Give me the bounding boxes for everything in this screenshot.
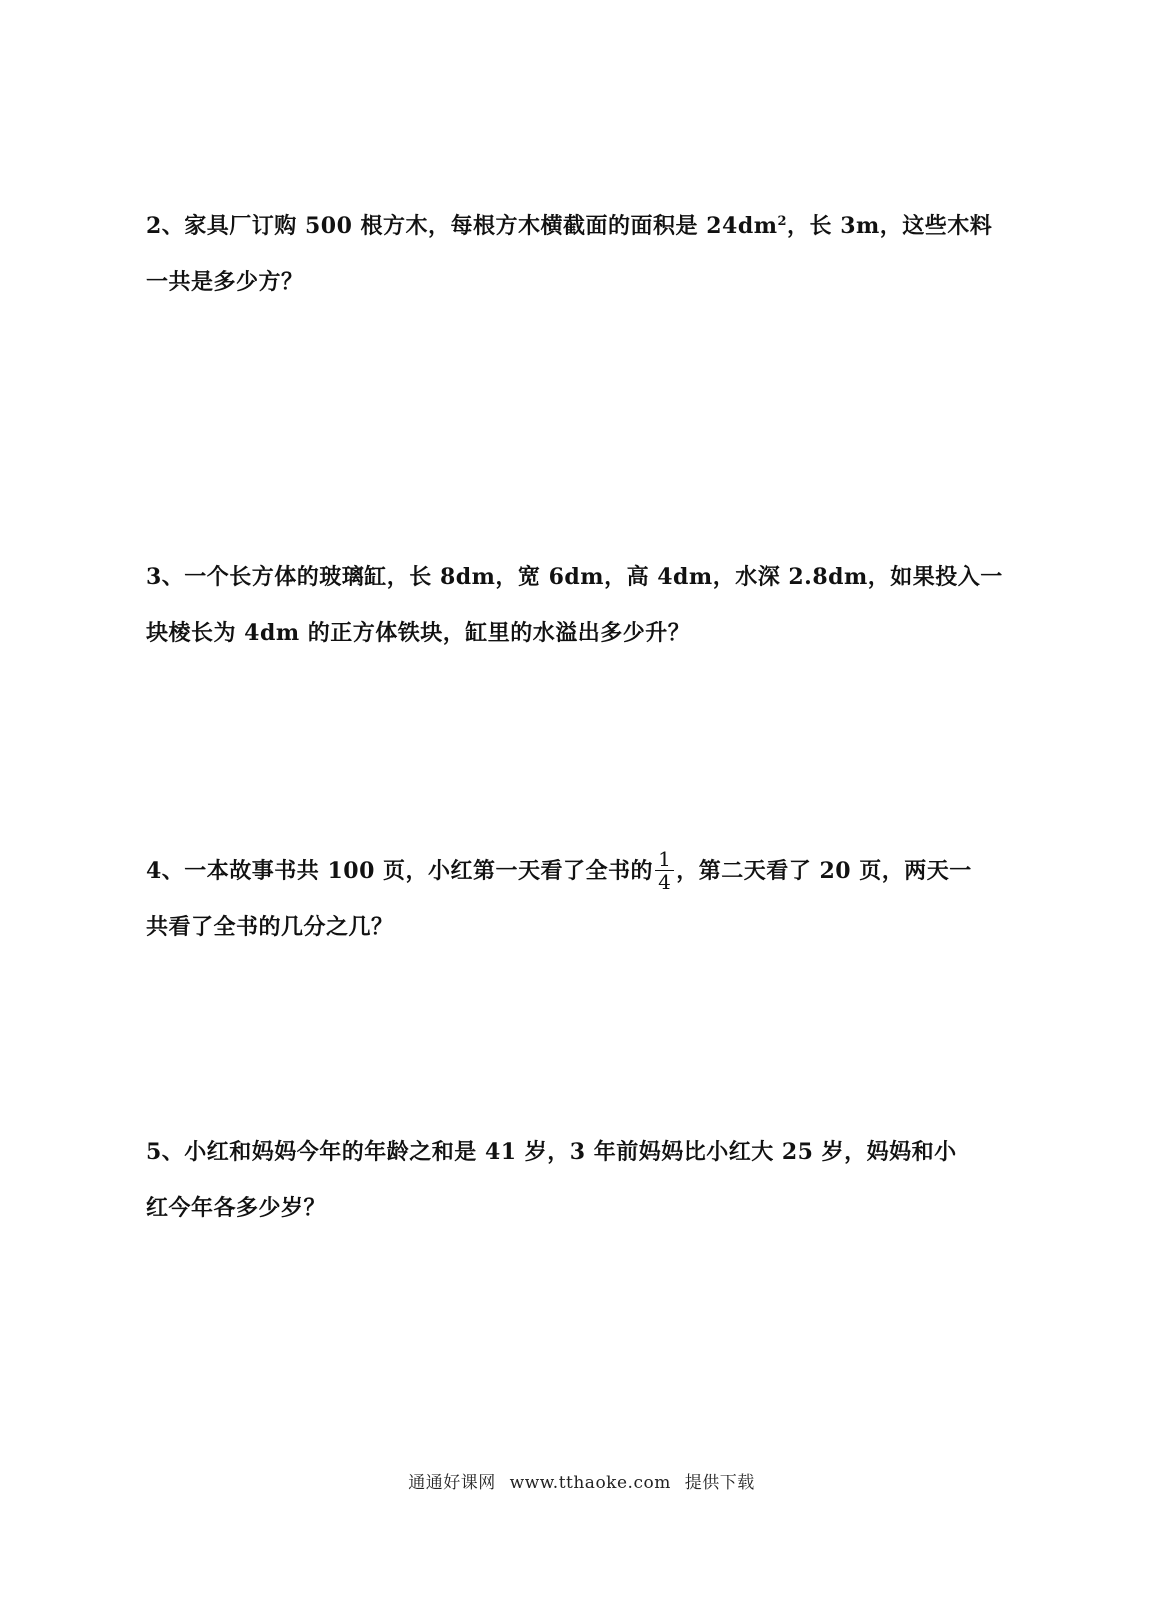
question-4-line-2: 共看了全书的几分之几？ [146, 914, 394, 940]
question-4 [146, 843, 1016, 955]
question-3 [146, 549, 1016, 661]
page-footer [0, 1468, 1163, 1493]
square-exponent: 2 [777, 214, 788, 229]
question-2-line-2: 一共是多少方？ [146, 269, 304, 295]
footer-site-name: 通通好课网 [408, 1473, 496, 1493]
question-2-line-1: 2、家具厂订购 500 根方木，每根方木横截面的面积是 $24dm^2$，长 3m，这些木料 [146, 213, 993, 239]
question-3-line-2: 块棱长为 4dm 的正方体铁块，缸里的水溢出多少升？ [146, 620, 691, 646]
footer-url: www.tthaoke.com [509, 1473, 671, 1493]
question-5-line-1: 5、小红和妈妈今年的年龄之和是 41 岁，3 年前妈妈比小红大 25 岁，妈妈和小 [146, 1139, 957, 1165]
question-3-line-1: 3、一个长方体的玻璃缸，长 8dm，宽 6dm，高 4dm，水深 2.8dm，如果投入一 [146, 564, 1003, 590]
question-4-line-1: 4、一本故事书共 100 页，小红第一天看了全书的 $\frac{1}{4}$ ，第二天看了 20 页，两天一 [146, 846, 972, 894]
fraction-one-quarter [655, 848, 674, 893]
fraction-numerator: 1 [655, 848, 674, 871]
question-5 [146, 1124, 1016, 1236]
fraction-denominator: 4 [658, 869, 672, 894]
footer-note: 提供下载 [684, 1473, 755, 1493]
question-5-line-2: 红今年各多少岁？ [146, 1195, 327, 1221]
question-2 [146, 198, 1016, 310]
